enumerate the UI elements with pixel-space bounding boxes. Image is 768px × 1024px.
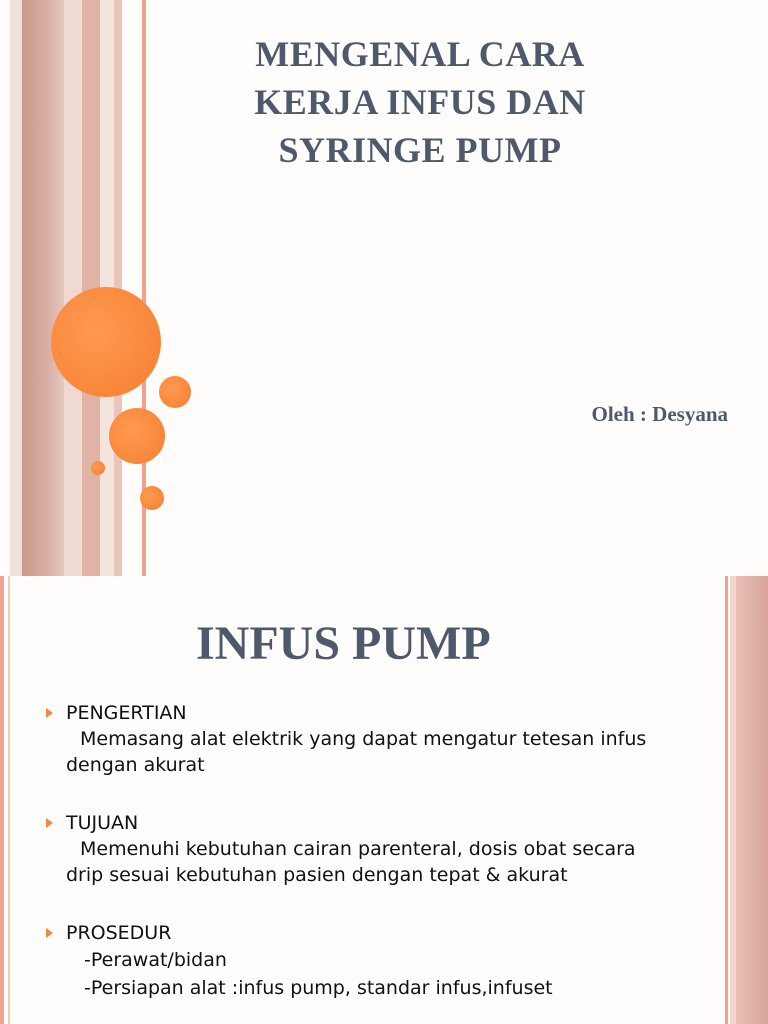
text-line: dengan akurat	[66, 754, 205, 776]
decor-stripe	[64, 0, 82, 576]
decor-circle	[109, 408, 165, 464]
decor-stripe	[10, 0, 22, 576]
decor-circle	[91, 461, 105, 475]
text-line: Memasang alat elektrik yang dapat mengatur tetesan infus	[80, 728, 647, 750]
decor-stripe	[22, 0, 64, 576]
list-item: -Perawat/bidan	[84, 949, 227, 971]
decor-stripe	[736, 576, 768, 1024]
bullet-text	[44, 836, 694, 888]
text-line: drip sesuai kebutuhan pasien dengan tepat & akurat	[66, 864, 568, 886]
bullet-text	[44, 726, 694, 778]
bullet-heading: TUJUAN	[66, 812, 139, 834]
arrow-bullet-icon	[46, 818, 53, 828]
title-line: MENGENAL CARA	[255, 34, 585, 74]
author-label: Oleh : Desyana	[591, 402, 728, 426]
slide-title	[200, 30, 640, 174]
slide-title: INFUS PUMP	[196, 617, 491, 670]
content-slide	[0, 576, 768, 1024]
bullet-heading: PROSEDUR	[66, 922, 172, 944]
decor-stripe	[0, 576, 4, 1024]
bullet-tujuan	[44, 810, 694, 836]
bullet-pengertian	[44, 700, 694, 726]
procedure-list	[44, 946, 694, 1002]
bullet-heading: PENGERTIAN	[66, 702, 187, 724]
text-line: Memenuhi kebutuhan cairan parenteral, dosis obat secara	[80, 838, 636, 860]
decor-circle	[51, 287, 161, 397]
list-item: -Persiapan alat :infus pump, standar infus,infuset	[84, 977, 553, 999]
arrow-bullet-icon	[46, 928, 53, 938]
decor-circle	[140, 486, 164, 510]
decor-stripe	[725, 576, 728, 1024]
arrow-bullet-icon	[46, 708, 53, 718]
decor-stripe	[8, 576, 10, 1024]
decor-circle	[159, 376, 191, 408]
slide-body	[44, 700, 694, 1002]
title-line: SYRINGE PUMP	[278, 130, 562, 170]
bullet-prosedur	[44, 920, 694, 946]
title-line: KERJA INFUS DAN	[254, 82, 586, 122]
